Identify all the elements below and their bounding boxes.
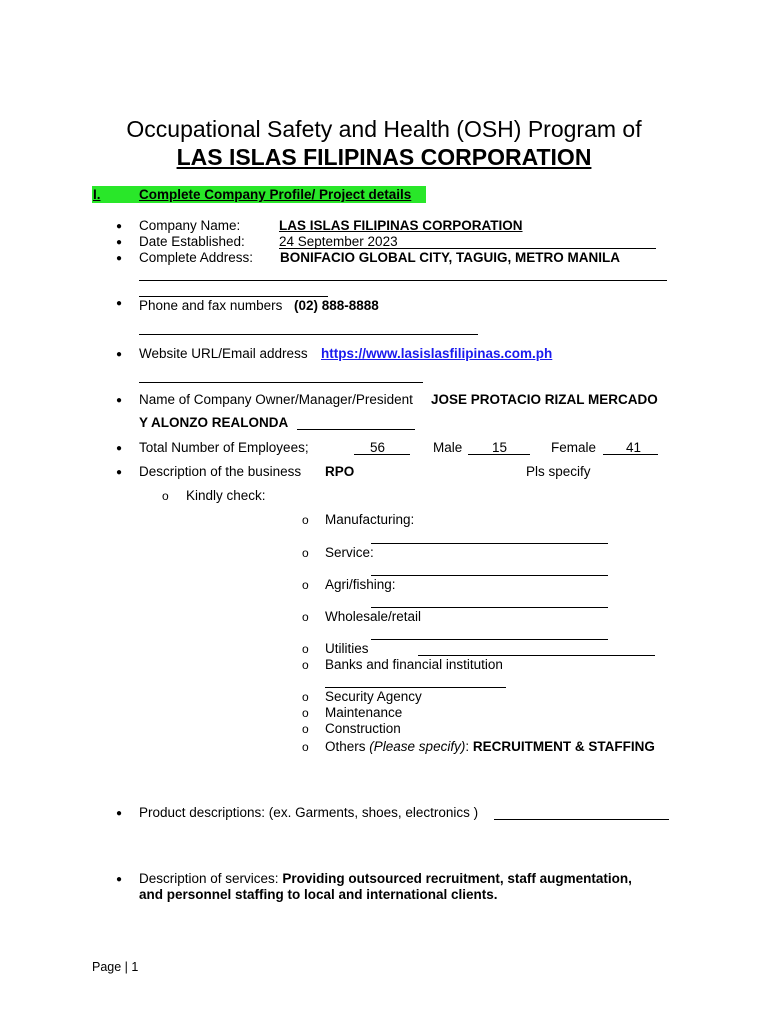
option-agri: Agri/fishing: [325, 577, 396, 592]
circle-bullet-icon: o [302, 578, 309, 592]
bullet-icon: ● [116, 237, 123, 248]
option-utilities: Utilities [325, 641, 369, 656]
bullet-icon: ● [116, 395, 123, 406]
website-label: Website URL/Email address [139, 346, 308, 361]
agri-line [371, 607, 608, 608]
circle-bullet-icon: o [302, 690, 309, 704]
website-fill-line [139, 382, 423, 383]
option-security: Security Agency [325, 689, 422, 704]
services-value-line1: Providing outsourced recruitment, staff augmentation, [282, 871, 632, 886]
company-name-label: Company Name: [139, 218, 241, 233]
bullet-icon: ● [116, 253, 123, 264]
option-maintenance: Maintenance [325, 705, 403, 720]
option-wholesale: Wholesale/retail [325, 609, 422, 624]
page-number: Page | 1 [92, 960, 139, 974]
option-service: Service: [325, 545, 374, 560]
option-banks: Banks and financial institution [325, 657, 503, 672]
utilities-line [418, 655, 655, 656]
circle-bullet-icon: o [302, 722, 309, 736]
bullet-icon: ● [116, 808, 123, 819]
phone-label: Phone and fax numbers [139, 298, 283, 313]
phone-fill-line [139, 334, 478, 335]
employees-total-value: 56 [370, 440, 386, 455]
company-name-value: LAS ISLAS FILIPINAS CORPORATION [279, 218, 523, 233]
owner-label: Name of Company Owner/Manager/President [139, 392, 413, 407]
phone-value: (02) 888-8888 [294, 298, 379, 313]
website-link[interactable]: https://www.lasislasfilipinas.com.ph [321, 346, 553, 361]
address-label: Complete Address: [139, 250, 254, 265]
business-value: RPO [325, 464, 355, 479]
bullet-icon: ● [116, 349, 123, 360]
bullet-icon: ● [116, 221, 123, 232]
date-underline [279, 248, 656, 249]
circle-bullet-icon: o [302, 642, 309, 656]
address-fill-line [139, 280, 667, 281]
bullet-icon: ● [116, 467, 123, 478]
circle-bullet-icon: o [302, 706, 309, 720]
address-fill-line-2 [139, 296, 328, 297]
banks-line [325, 687, 506, 688]
circle-bullet-icon: o [162, 489, 169, 503]
option-manufacturing: Manufacturing: [325, 512, 415, 527]
option-others: Others (Please specify): RECRUITMENT & STAFFING [325, 739, 655, 754]
business-label: Description of the business [139, 464, 302, 479]
address-value: BONIFACIO GLOBAL CITY, TAGUIG, METRO MANILA [280, 250, 620, 265]
manufacturing-line [371, 543, 608, 544]
female-value: 41 [626, 440, 642, 455]
wholesale-line [371, 639, 608, 640]
others-label: Others [325, 739, 366, 754]
option-construction: Construction [325, 721, 401, 736]
section-number: I. [93, 187, 101, 202]
bullet-icon: ● [116, 874, 123, 885]
owner-value-line2: Y ALONZO REALONDA [139, 415, 289, 430]
male-value: 15 [492, 440, 508, 455]
kindly-check-label: Kindly check: [186, 488, 266, 503]
bullet-icon: ● [116, 443, 123, 454]
circle-bullet-icon: o [302, 740, 309, 754]
service-line [371, 575, 608, 576]
owner-fill-line [297, 429, 415, 430]
circle-bullet-icon: o [302, 513, 309, 527]
employees-label: Total Number of Employees; [139, 440, 309, 455]
circle-bullet-icon: o [302, 610, 309, 624]
company-title: LAS ISLAS FILIPINAS CORPORATION [176, 144, 592, 170]
circle-bullet-icon: o [302, 546, 309, 560]
services-label: Description of services: [139, 871, 279, 886]
owner-value-line1: JOSE PROTACIO RIZAL MERCADO [431, 392, 658, 407]
date-established-value: 24 September 2023 [279, 234, 398, 249]
products-line [494, 819, 669, 820]
others-value: RECRUITMENT & STAFFING [472, 739, 655, 754]
female-label: Female [551, 440, 597, 455]
others-note: (Please specify) [369, 739, 466, 754]
date-established-label: Date Established: [139, 234, 245, 249]
specify-label: Pls specify [526, 464, 591, 479]
male-label: Male [433, 440, 463, 455]
document-title: Occupational Safety and Health (OSH) Program of [126, 116, 642, 142]
services-value-line2: and personnel staffing to local and international clients. [139, 887, 498, 902]
bullet-icon: ● [116, 298, 123, 309]
section-title: Complete Company Profile/ Project details [139, 187, 412, 202]
products-label: Product descriptions: (ex. Garments, shoes, electronics ) [139, 805, 479, 820]
circle-bullet-icon: o [302, 658, 309, 672]
services-label-line [139, 871, 632, 886]
